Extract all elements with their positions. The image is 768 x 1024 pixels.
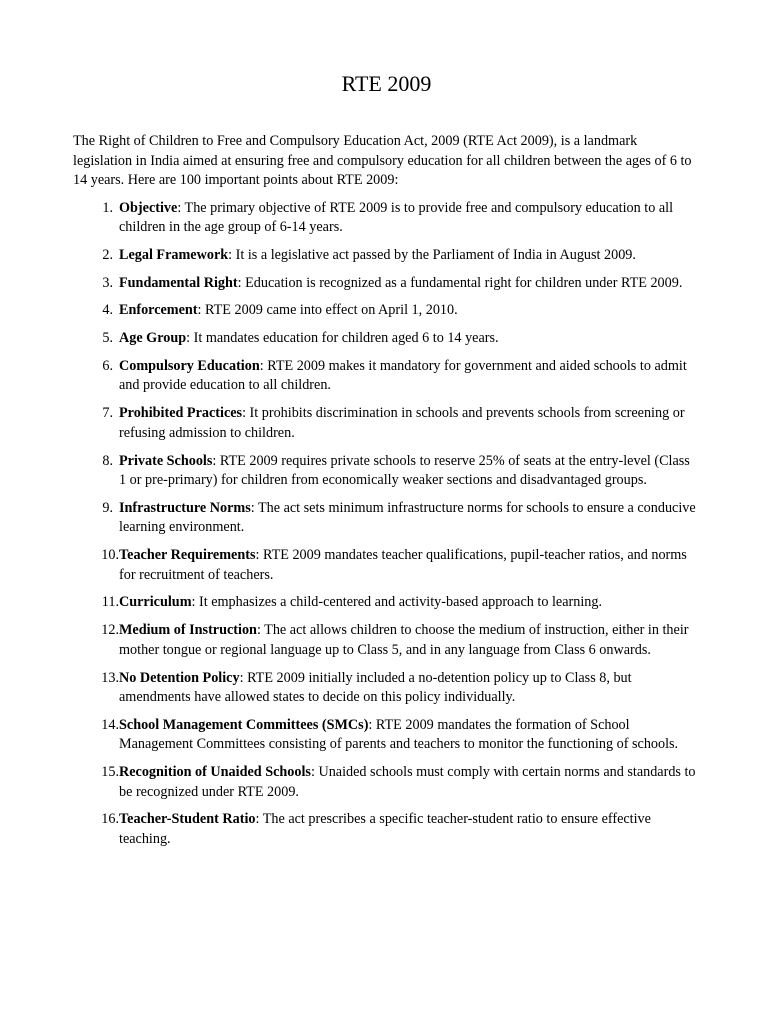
list-item-text: : The primary objective of RTE 2009 is to provide free and compulsory education to all children in the age group of 6-14 years. (119, 199, 674, 235)
list-item-text: : Education is recognized as a fundamental right for children under RTE 2009. (237, 274, 683, 291)
list-item (73, 199, 696, 238)
list-item-text: : It emphasizes a child-centered and activity-based approach to learning. (191, 594, 602, 611)
list-item-text: : Unaided schools must comply with certain norms and standards to be recognized under RTE 2009. (119, 764, 696, 800)
list-item-title: Age Group (119, 330, 187, 347)
list-item (73, 593, 696, 613)
list-item-number: 4. (102, 302, 113, 319)
list-item (73, 329, 696, 349)
list-item (73, 621, 696, 660)
list-item-number: 1. (102, 199, 113, 216)
list-item (73, 452, 696, 491)
list-item-title: Enforcement (119, 302, 198, 319)
list-item-text: : The act prescribes a specific teacher-student ratio to ensure effective teaching. (119, 811, 651, 847)
list-item (73, 763, 696, 802)
list-item-text: : It mandates education for children aged 6 to 14 years. (186, 330, 499, 347)
list-item-number: 11. (101, 594, 119, 611)
list-item (73, 404, 696, 443)
list-item-number: 6. (102, 357, 113, 374)
list-item-text: : It prohibits discrimination in schools and prevents schools from screening or refusing admission to children. (119, 405, 685, 441)
list-item-text: : RTE 2009 initially included a no-detention policy up to Class 8, but amendments have allowed states to decide on this policy individually. (119, 669, 632, 706)
list-item-title: Compulsory Education (119, 357, 260, 374)
points-list (73, 199, 696, 850)
list-item-number: 14. (101, 716, 119, 733)
list-item-title: Recognition of Unaided Schools (119, 764, 311, 781)
list-item-title: Curriculum (119, 594, 192, 611)
list-item-title: Teacher-Student Ratio (119, 811, 256, 828)
list-item-number: 13. (101, 669, 119, 686)
list-item (73, 669, 696, 708)
list-item-number: 10. (101, 547, 119, 564)
list-item-number: 9. (102, 499, 113, 516)
list-item-number: 5. (102, 330, 113, 347)
list-item-text: : The act sets minimum infrastructure norms for schools to ensure a conducive learning environment. (119, 499, 696, 536)
list-item-title: Objective (119, 199, 178, 216)
list-item-number: 3. (102, 274, 113, 291)
list-item-text: : The act allows children to choose the medium of instruction, either in their mother tongue or regional language up to Class 5, and in any language from Class 6 onwards. (119, 622, 689, 658)
list-item (73, 716, 696, 755)
document-title: RTE 2009 (341, 71, 432, 96)
list-item-text: : RTE 2009 mandates teacher qualifications, pupil-teacher ratios, and norms for recruitment of teachers. (119, 547, 687, 583)
list-item-number: 7. (102, 405, 113, 422)
list-item-text: : RTE 2009 makes it mandatory for government and aided schools to admit and provide education to all children. (119, 357, 687, 394)
list-item-number: 12. (101, 622, 119, 639)
list-item (73, 546, 696, 585)
list-item-text: : It is a legislative act passed by the Parliament of India in August 2009. (228, 246, 636, 263)
list-item (73, 274, 696, 294)
list-item-title: Prohibited Practices (119, 405, 243, 422)
list-item-number: 8. (102, 452, 113, 469)
list-item-title: No Detention Policy (119, 669, 240, 686)
list-item-title: School Management Committees (SMCs) (119, 716, 369, 733)
list-item-text: : RTE 2009 mandates the formation of School Management Committees consisting of parents and teachers to monitor the functioning of schools. (119, 716, 679, 753)
list-item-number: 16. (101, 811, 119, 828)
list-item (73, 246, 696, 266)
list-item-number: 15. (101, 764, 119, 781)
intro-paragraph: The Right of Children to Free and Compulsory Education Act, 2009 (RTE Act 2009), is a landmark legislation in India aimed at ensuring free and compulsory education for all children between the ages of 6 to 14 years. Here are 100 important points about RTE 2009: (73, 133, 692, 188)
list-item-number: 2. (102, 246, 113, 263)
list-item-title: Infrastructure Norms (119, 499, 251, 516)
list-item-text: : RTE 2009 came into effect on April 1, 2010. (197, 302, 458, 319)
list-item-title: Private Schools (119, 452, 213, 469)
list-item-title: Teacher Requirements (119, 547, 256, 564)
list-item-title: Fundamental Right (119, 274, 238, 291)
list-item-title: Medium of Instruction (119, 622, 257, 639)
list-item (73, 301, 696, 321)
list-item (73, 499, 696, 538)
list-item (73, 357, 696, 396)
list-item-text: : RTE 2009 requires private schools to reserve 25% of seats at the entry-level (Class 1 or pre-primary) for children from economically weaker sections and disadvantaged groups. (119, 452, 690, 489)
list-item (73, 810, 696, 849)
list-item-title: Legal Framework (119, 246, 229, 263)
